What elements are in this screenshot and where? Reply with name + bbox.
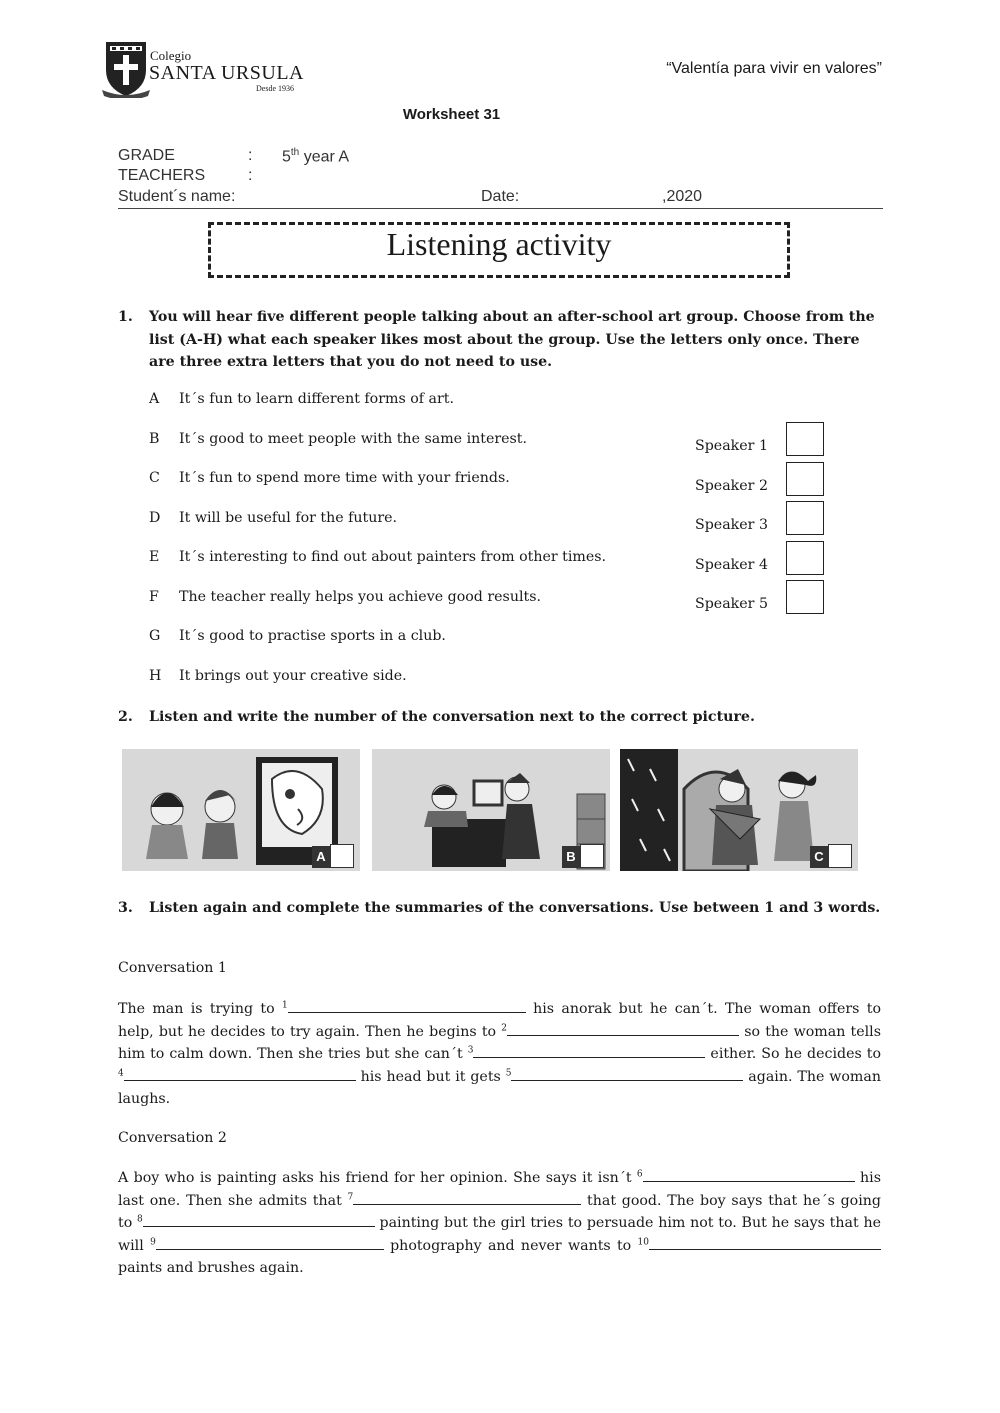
speaker-label: Speaker 2 bbox=[695, 477, 768, 494]
option-text: It´s good to meet people with the same interest. bbox=[179, 430, 528, 447]
speaker-answer-box[interactable] bbox=[786, 422, 824, 456]
picture-a-answer-box[interactable] bbox=[330, 844, 354, 868]
option-text: It´s good to practise sports in a club. bbox=[179, 628, 446, 644]
option-letter: E bbox=[149, 549, 160, 565]
blank-3[interactable] bbox=[473, 1043, 705, 1058]
option-text: The teacher really helps you achieve good results. bbox=[179, 588, 541, 605]
speaker-answer-box[interactable] bbox=[786, 501, 824, 535]
option-letter: F bbox=[149, 588, 159, 605]
school-motto: “Valentía para vivir en valores” bbox=[666, 60, 882, 77]
speaker-answer-box[interactable] bbox=[786, 462, 824, 496]
picture-b-answer-box[interactable] bbox=[580, 844, 604, 868]
picture-b bbox=[372, 749, 610, 871]
option-text: It´s interesting to find out about painters from other times. bbox=[179, 549, 607, 565]
date-label: Date: bbox=[481, 188, 520, 205]
speaker-label: Speaker 4 bbox=[695, 556, 768, 573]
blank-8[interactable] bbox=[143, 1212, 375, 1227]
header-divider bbox=[118, 208, 883, 209]
blank-1[interactable] bbox=[288, 998, 526, 1013]
blank-9[interactable] bbox=[156, 1235, 384, 1250]
q3-number: 3. bbox=[118, 900, 133, 916]
option-letter: H bbox=[149, 667, 162, 684]
conversation-2-title: Conversation 2 bbox=[118, 1130, 227, 1146]
logo-since: Desde 1936 bbox=[256, 84, 294, 93]
blank-10[interactable] bbox=[649, 1235, 881, 1250]
date-year: ,2020 bbox=[662, 188, 703, 205]
logo-school-name: SANTA URSULA bbox=[149, 62, 304, 84]
blank-5[interactable] bbox=[511, 1066, 743, 1081]
activity-title: Listening activity bbox=[386, 226, 612, 262]
q1-instructions: You will hear five different people talking about an after-school art group. Choose from the list (A-H) what each speaker likes most about the group. Use the letters only once. There are three extra letters that you do not need to use. bbox=[149, 309, 875, 370]
teachers-label: TEACHERS bbox=[118, 167, 206, 184]
blank-4[interactable] bbox=[124, 1066, 356, 1081]
logo-small-text: Colegio bbox=[150, 48, 192, 63]
option-letter: A bbox=[149, 391, 160, 407]
worksheet-title: Worksheet 31 bbox=[402, 106, 501, 123]
option-letter: B bbox=[149, 430, 160, 447]
speaker-label: Speaker 3 bbox=[695, 517, 768, 533]
picture-c-label: C bbox=[810, 846, 828, 868]
speaker-answer-box[interactable] bbox=[786, 580, 824, 614]
picture-a bbox=[122, 749, 360, 871]
blank-6[interactable] bbox=[643, 1167, 855, 1182]
option-letter: D bbox=[149, 509, 161, 526]
speaker-answer-box[interactable] bbox=[786, 541, 824, 575]
conversation-1-summary: The man is trying to $^1$ his anorak but he can´t. The woman offers to help, but he decides to try again. Then he begins to $^2$ so the woman tells him to calm down. Then she tries but she can´t $^3$ either. So he decides to $^4$ his head but it gets $^5$ again. The woman laughs. bbox=[118, 998, 881, 1111]
student-name-label: Student´s name: bbox=[118, 188, 236, 205]
picture-c-answer-box[interactable] bbox=[828, 844, 852, 868]
q3-instructions: Listen again and complete the summaries of the conversations. Use between 1 and 3 words. bbox=[149, 900, 881, 916]
picture-a-label: A bbox=[312, 846, 330, 868]
option-text: It will be useful for the future. bbox=[179, 509, 398, 526]
option-text: It´s fun to learn different forms of art. bbox=[179, 391, 454, 407]
option-letter: G bbox=[149, 628, 161, 644]
blank-7[interactable] bbox=[353, 1190, 581, 1205]
conversation-2-summary: A boy who is painting asks his friend for her opinion. She says it isn´t $^6$ his last one. Then she admits that $^7$ that good. The boy says that he´s going to $^8$ painting but the girl tries to persuade him not to. But he says that he will $^9$ photography and never wants to $^{10}$ paints and brushes again. bbox=[118, 1167, 881, 1280]
speaker-label: Speaker 1 bbox=[695, 438, 768, 454]
grade-value: 5th year A bbox=[282, 147, 350, 166]
q2-number: 2. bbox=[118, 709, 133, 725]
option-text: It brings out your creative side. bbox=[179, 667, 407, 684]
teachers-separator: : bbox=[248, 167, 253, 184]
option-letter: C bbox=[149, 470, 160, 486]
picture-b-label: B bbox=[562, 846, 580, 868]
grade-label: GRADE bbox=[118, 147, 175, 164]
picture-c bbox=[620, 749, 858, 871]
blank-2[interactable] bbox=[507, 1021, 739, 1036]
q1-number: 1. bbox=[118, 309, 133, 325]
speaker-label: Speaker 5 bbox=[695, 596, 768, 612]
grade-separator: : bbox=[248, 147, 253, 164]
school-crest-icon bbox=[102, 40, 150, 98]
option-text: It´s fun to spend more time with your friends. bbox=[179, 470, 510, 486]
conversation-1-title: Conversation 1 bbox=[118, 960, 227, 976]
q2-instructions: Listen and write the number of the conversation next to the correct picture. bbox=[149, 709, 755, 725]
